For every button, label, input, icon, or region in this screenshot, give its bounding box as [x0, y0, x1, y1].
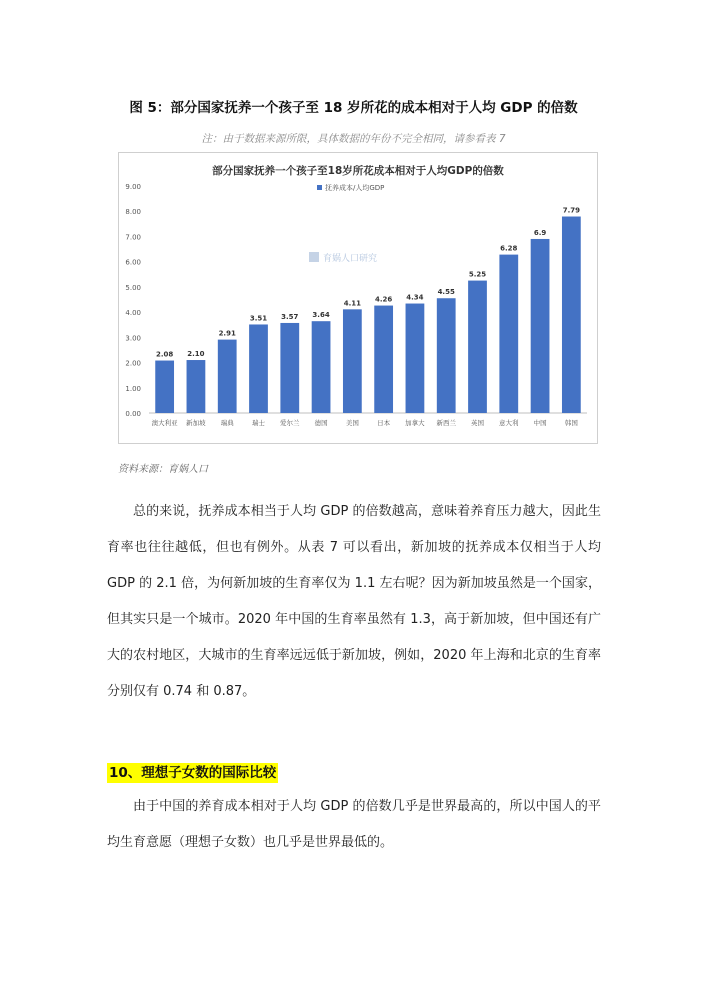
- category-label: 加拿大: [405, 419, 425, 427]
- y-tick-label: 8.00: [125, 208, 141, 217]
- category-label: 英国: [471, 419, 484, 427]
- y-tick-label: 6.00: [125, 258, 141, 267]
- watermark-logo-icon: [309, 252, 319, 262]
- bar: [155, 361, 174, 413]
- category-label: 韩国: [564, 419, 578, 427]
- bar: [406, 304, 425, 413]
- data-label: 4.55: [437, 288, 455, 297]
- data-label: 2.08: [156, 350, 174, 359]
- bar: [468, 281, 487, 413]
- data-label: 7.79: [562, 206, 580, 215]
- body-paragraph-1: 总的来说，抚养成本相当于人均 GDP 的倍数越高，意味着养育压力越大，因此生育率也往往越低，但也有例外。从表 7 可以看出，新加坡的抚养成本仅相当于人均 GDP 的 2.1 倍，为何新加坡的生育率仅为 1.1 左右呢？因为新加坡虽然是一个国家，但其实只是一个城市。2020 年中国的生育率虽然有 1.3，高于新加坡，但中国还有广大的农村地区，大城市的生育率远远低于新加坡，例如，2020 年上海和北京的生育率分别仅有 0.74 和 0.87。: [107, 504, 601, 699]
- category-label: 新西兰: [436, 419, 456, 427]
- data-label: 4.34: [406, 293, 424, 302]
- y-tick-label: 0.00: [125, 410, 141, 418]
- y-tick-label: 9.00: [125, 183, 141, 191]
- bar: [187, 360, 206, 413]
- data-label: 3.51: [249, 314, 268, 323]
- chart-title: 部分国家抚养一个孩子至18岁所花成本相对于人均GDP的倍数: [212, 165, 504, 177]
- data-label: 2.91: [218, 329, 236, 338]
- section-heading: 10、理想子女数的国际比较: [109, 765, 277, 781]
- y-tick-label: 2.00: [125, 359, 141, 368]
- data-label: 6.28: [500, 244, 518, 253]
- data-label: 5.25: [468, 270, 487, 279]
- bar: [343, 309, 362, 413]
- y-tick-label: 5.00: [125, 283, 141, 292]
- bar: [218, 340, 237, 413]
- legend-label: 抚养成本/人均GDP: [325, 184, 385, 192]
- y-tick-label: 3.00: [125, 334, 141, 343]
- data-label: 3.57: [281, 312, 299, 321]
- data-label: 6.9: [533, 228, 547, 237]
- bar: [374, 306, 393, 413]
- data-label: 2.10: [187, 350, 205, 359]
- category-label: 德国: [314, 419, 328, 427]
- figure-note: 注：由于数据来源所限，具体数据的年份不完全相同，请参看表 7: [201, 133, 506, 145]
- category-label: 瑞典: [220, 419, 234, 427]
- data-label: 4.26: [375, 295, 393, 304]
- y-tick-label: 4.00: [125, 309, 141, 318]
- bar: [280, 323, 299, 413]
- bar: [531, 239, 550, 413]
- category-label: 中国: [533, 419, 547, 427]
- figure-source: 资料来源：育娲人口: [118, 464, 208, 475]
- bar: [499, 255, 518, 413]
- bar: [437, 298, 456, 413]
- category-label: 爱尔兰: [280, 419, 300, 427]
- chart-svg: [119, 153, 597, 443]
- figure-title: 图 5：部分国家抚养一个孩子至 18 岁所花的成本相对于人均 GDP 的倍数: [129, 100, 578, 116]
- bar: [312, 321, 331, 413]
- bar: [249, 324, 268, 413]
- body-paragraph-2: 由于中国的养育成本相对于人均 GDP 的倍数几乎是世界最高的，所以中国人的平均生育意愿（理想子女数）也几乎是世界最低的。: [107, 799, 601, 850]
- category-label: 新加坡: [186, 419, 206, 427]
- category-label: 瑞士: [252, 419, 265, 427]
- data-label: 3.64: [312, 311, 330, 320]
- category-label: 日本: [377, 419, 391, 427]
- bar-chart: [118, 152, 598, 444]
- y-tick-label: 1.00: [125, 384, 141, 393]
- bar: [562, 217, 581, 413]
- category-label: 美国: [345, 419, 359, 427]
- data-label: 4.11: [343, 299, 361, 308]
- y-tick-label: 7.00: [125, 233, 141, 242]
- watermark-text: 育娲人口研究: [323, 254, 378, 264]
- category-label: 意大利: [499, 419, 519, 427]
- category-label: 澳大利亚: [151, 419, 178, 427]
- legend-swatch: [317, 185, 322, 190]
